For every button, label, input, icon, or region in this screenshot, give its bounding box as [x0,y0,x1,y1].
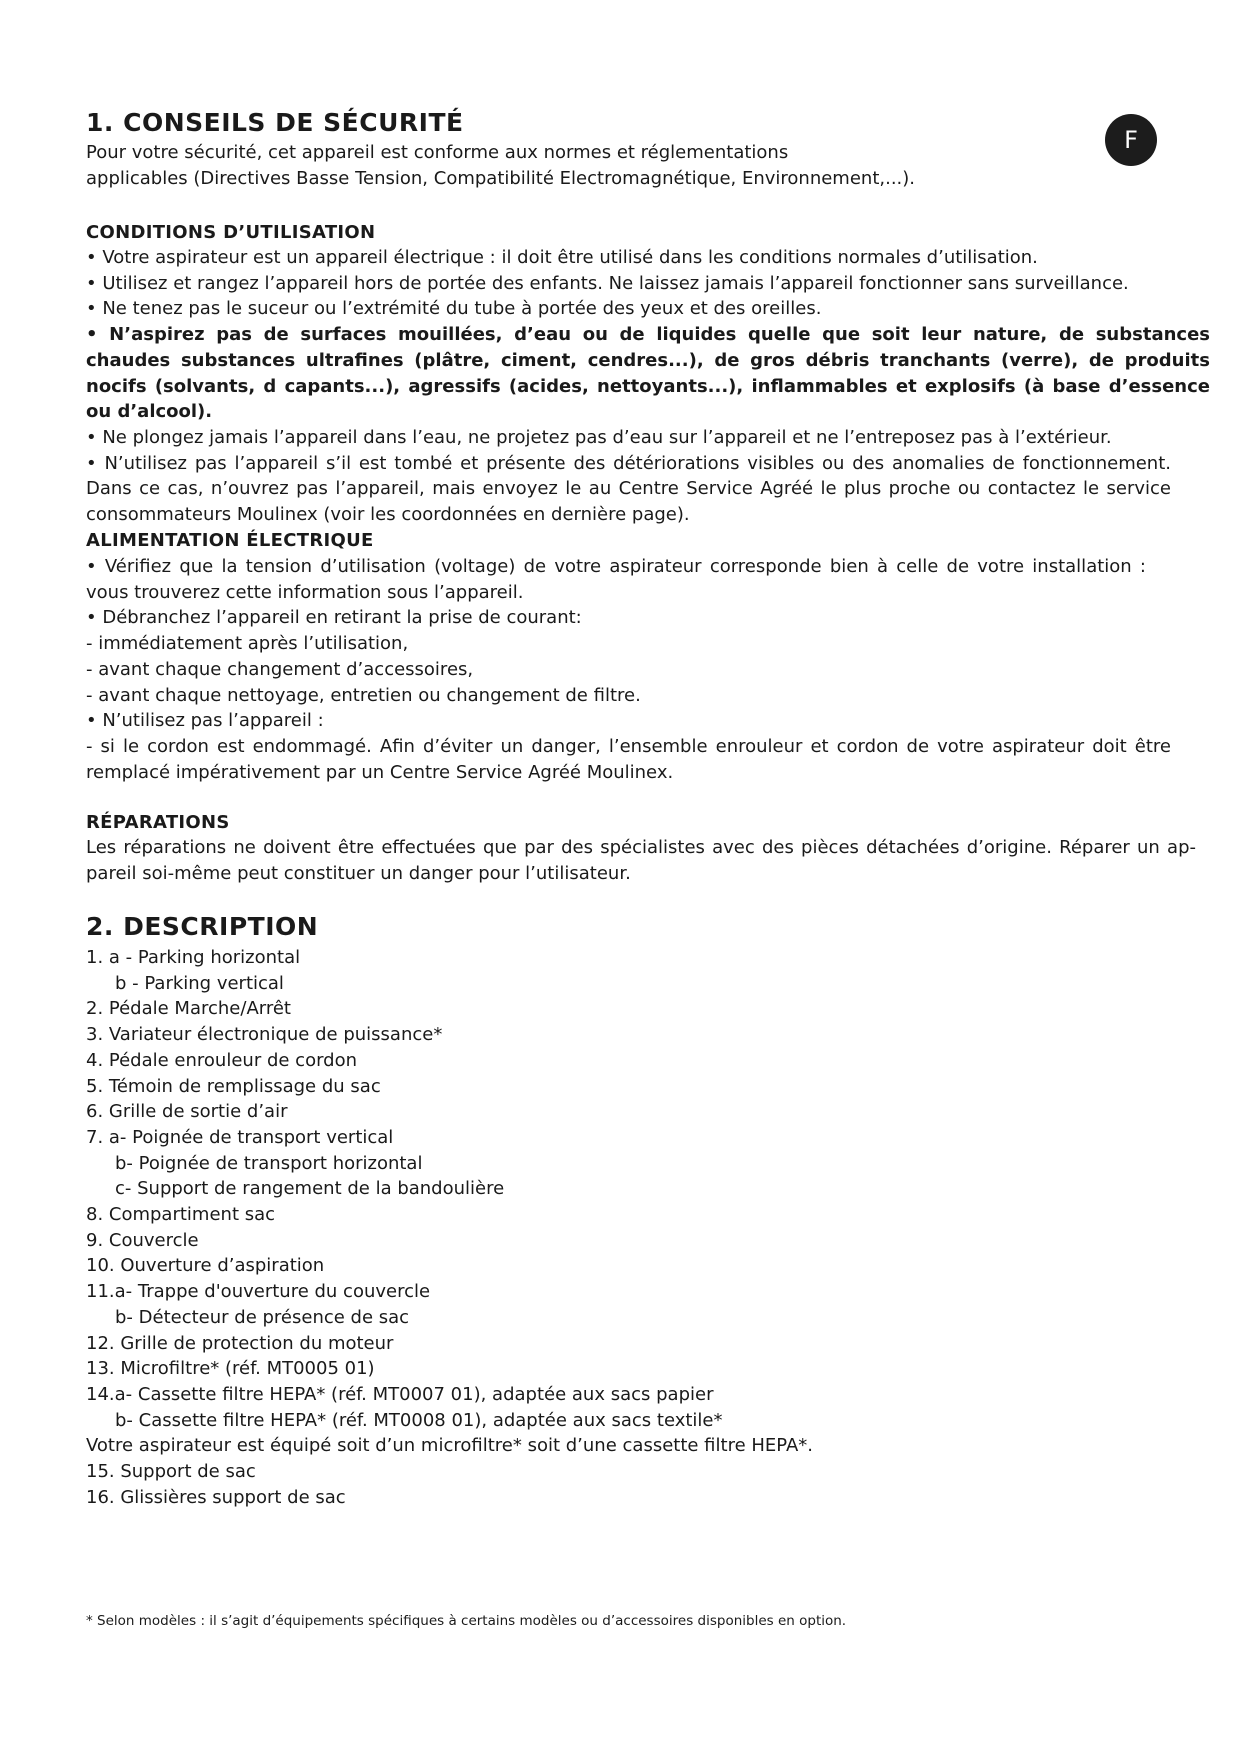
description-note: Votre aspirateur est équipé soit d’un microfiltre* soit d’une cassette filtre HEPA*. [86,1435,814,1457]
description-item: 12. Grille de protection du moteur [86,1332,394,1354]
description-item: b- Cassette filtre HEPA* (réf. MT0008 01), adaptée aux sacs textile* [115,1409,723,1431]
power-item: • Vérifiez que la tension d’utilisation (voltage) de votre aspirateur corresponde bien à celle de votre installation : vous trouverez cette information sous l’appareil. [86,556,1146,603]
description-item: 4. Pédale enrouleur de cordon [86,1049,358,1071]
power-item: • Débranchez l’appareil en retirant la prise de courant: [86,607,582,629]
description-item: 10. Ouverture d’aspiration [86,1255,325,1277]
safety-intro [86,140,1136,191]
description-item: b - Parking vertical [115,972,284,994]
description-list [86,945,1136,1510]
description-item: 16. Glissières support de sac [86,1486,346,1508]
intro-line-1: Pour votre sécurité, cet appareil est conforme aux normes et réglementations [86,142,789,163]
description-item: b- Détecteur de présence de sac [115,1306,410,1328]
language-badge: F [1105,114,1157,166]
power-item: • N’utilisez pas l’appareil : [86,710,324,732]
description-item: 8. Compartiment sac [86,1204,276,1226]
subsection-title-conditions: CONDITIONS D’UTILISATION [86,222,376,243]
description-item: 3. Variateur électronique de puissance* [86,1024,443,1046]
repairs-text: Les réparations ne doivent être effectuées que par des spécialistes avec des pièces détachées d’origine. Réparer un ap-pareil soi-même peut constituer un danger pour l’utilisateur. [86,837,1196,884]
condition-item: • Ne plongez jamais l’appareil dans l’eau, ne projetez pas d’eau sur l’appareil et ne l’entreposez pas à l’extérieur. [86,426,1112,448]
power-subitem: - si le cordon est endommagé. Afin d’éviter un danger, l’ensemble enrouleur et cordon de votre aspirateur doit être remplacé impérativement par un Centre Service Agréé Moulinex. [86,735,1171,783]
subsection-title-repairs: RÉPARATIONS [86,812,230,833]
power-subitem: - avant chaque changement d’accessoires, [86,658,474,680]
description-item: 5. Témoin de remplissage du sac [86,1075,381,1097]
description-item: 2. Pédale Marche/Arrêt [86,998,291,1020]
description-item: 7. a- Poignée de transport vertical [86,1126,394,1148]
power-list [86,554,1171,785]
conditions-list [86,245,1210,528]
description-item: c- Support de rangement de la bandoulière [115,1178,505,1200]
condition-item: • Utilisez et rangez l’appareil hors de portée des enfants. Ne laissez jamais l’appareil fonctionner sans surveillance. [86,272,1129,294]
subsection-title-power: ALIMENTATION ÉLECTRIQUE [86,530,374,551]
description-item: 1. a - Parking horizontal [86,947,301,968]
description-item: 9. Couvercle [86,1229,199,1251]
description-item: 15. Support de sac [86,1461,256,1483]
description-item: 13. Microfiltre* (réf. MT0005 01) [86,1358,375,1380]
manual-page [86,0,1210,1754]
section-title-description: 2. DESCRIPTION [86,912,319,941]
description-item: 11.a- Trappe d'ouverture du couvercle [86,1281,431,1303]
power-subitem: - avant chaque nettoyage, entretien ou changement de filtre. [86,684,641,706]
power-subitem: - immédiatement après l’utilisation, [86,633,409,655]
section-title-safety: 1. CONSEILS DE SÉCURITÉ [86,108,464,137]
condition-item: • N’utilisez pas l’appareil s’il est tombé et présente des détériorations visibles ou des anomalies de fonctionnement. Dans ce cas, n’ouvrez pas l’appareil, mais envoyez le au Centre Service Agréé le plus proche ou contactez le service consommateurs Moulinex (voir les coordonnées en dernière page). [86,452,1171,526]
footnote: * Selon modèles : il s’agit d’équipements spécifiques à certains modèles ou d’accessoires disponibles en option. [86,1613,847,1629]
intro-line-2: applicables (Directives Basse Tension, Compatibilité Electromagnétique, Environnement,...). [86,167,916,189]
condition-item: • Votre aspirateur est un appareil électrique : il doit être utilisé dans les conditions normales d’utilisation. [86,247,1038,268]
condition-item-warning: • N’aspirez pas de surfaces mouillées, d’eau ou de liquides quelle que soit leur nature, de substances chaudes substances ultrafines (plâtre, ciment, cendres...), de gros débris tranchants (verre), de produits nocifs (solvants, d capants...), agressifs (acides, nettoyants...), inflammables et explosifs (à base d’essence ou d’alcool). [86,324,1210,423]
description-item: 6. Grille de sortie d’air [86,1101,288,1123]
description-item: 14.a- Cassette filtre HEPA* (réf. MT0007 01), adaptée aux sacs papier [86,1383,714,1405]
description-item: b- Poignée de transport horizontal [115,1152,423,1174]
condition-item: • Ne tenez pas le suceur ou l’extrémité du tube à portée des yeux et des oreilles. [86,298,822,320]
